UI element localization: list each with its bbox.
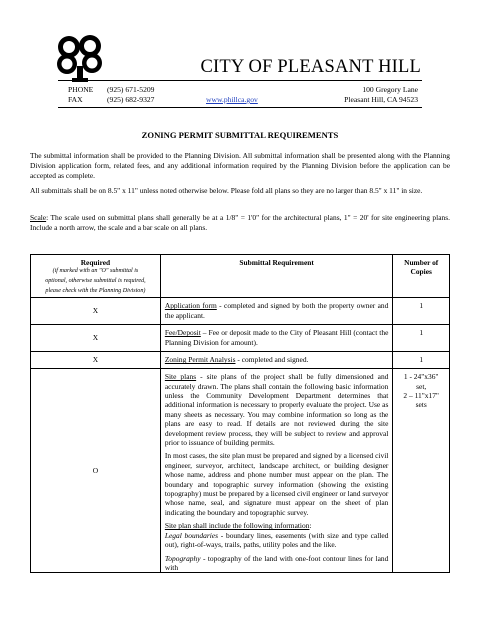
copies-line: 2 – 11"x17" <box>403 391 439 400</box>
site-plan-include-heading <box>165 521 389 530</box>
phone-number: (925) 671-5209 <box>107 85 155 94</box>
legal-boundaries-item <box>165 531 389 550</box>
row-copies: 1 <box>393 298 450 325</box>
row-copies: 1 <box>393 325 450 352</box>
header-rule-bottom <box>58 107 422 108</box>
header-required <box>31 255 161 298</box>
row-requirement <box>160 298 393 325</box>
site-plans-paragraph <box>165 372 389 447</box>
row-requirement <box>160 352 393 369</box>
phone-label: PHONE <box>68 85 94 94</box>
legal-boundaries-text: - boundary lines, easements (with size and type called out), right-of-ways, trails, paths, utility poles and the like. <box>164 530 389 550</box>
requirement-title: Fee/Deposit <box>164 328 201 338</box>
include-heading-text: Site plan shall include the following information <box>164 521 310 531</box>
requirement-text: - completed and signed. <box>235 355 309 365</box>
copies-line: 1 - 24"x36" <box>403 372 439 382</box>
row-required-mark: X <box>31 352 161 369</box>
scale-text: : The scale used on submittal plans shall generally be at a 1/8" = 1'0" for the architectural plans, 1" = 20' for site engineering plans. Include a north arrow, the scale and a bar scale on all plans. <box>30 213 450 232</box>
header-rule-top <box>58 80 422 81</box>
address-line-1: 100 Gregory Lane <box>362 85 418 94</box>
requirement-text: - site plans of the project shall be fully dimensioned and accurately drawn. The plans shall contain the following basic information unless the Community Development Department determines that additional information is necessary to properly evaluate the project. Use as many sheets as necessary. You may combine information so long as the plans are easy to read. If details are not reviewed during the site development review process, they will be subject to review and approval prior to issuance of building permits. <box>164 372 389 448</box>
requirement-text: – Fee or deposit made to the City of Pleasant Hill (contact the Planning Division for amount). <box>164 328 389 347</box>
header-requirement: Submittal Requirement <box>160 255 393 298</box>
fax-number: (925) 682-9327 <box>107 95 155 104</box>
table-header-row <box>31 255 450 298</box>
address-line-2: Pleasant Hill, CA 94523 <box>344 95 418 104</box>
row-copies: 1 <box>393 352 450 369</box>
row-required-mark: O <box>31 369 161 573</box>
sizes-paragraph: All submittals shall be on 8.5" x 11" unless noted otherwise below. Please fold all plans so they are no larger than 8.5" x 11" in size. <box>30 186 423 195</box>
table-row <box>31 298 450 325</box>
legal-boundaries-label: Legal boundaries <box>164 530 219 540</box>
requirements-table <box>30 254 450 573</box>
intro-paragraph: The submittal information shall be provided to the Planning Division. All submittal information shall be presented along with the Planning Division application form, related fees, and any additional information required by the Planning Division before the application can be accepted as complete. <box>30 151 450 180</box>
table-row <box>31 352 450 369</box>
header-copies: Number of Copies <box>393 255 450 298</box>
scale-label: Scale <box>30 213 47 222</box>
fax-label: FAX <box>68 95 83 104</box>
table-row <box>31 369 450 573</box>
include-heading-colon: : <box>309 521 312 531</box>
topography-text: - topography of the land with one-foot contour lines for land with <box>164 553 389 572</box>
site-plans-paragraph-2: In most cases, the site plan must be prepared and signed by a licensed civil engineer, surveyor, architect, landscape architect, or building designer whose name, address and phone number must appear on the plan. The boundary and topographic survey information (showing the existing topography) must be prepared by a licensed civil engineer or land surveyor whose name, seal, and signature must appear on the sheet of plan indicating the boundary and topographic survey. <box>164 451 389 517</box>
topography-item <box>165 554 389 573</box>
requirement-title: Application form <box>164 301 217 311</box>
table-row <box>31 325 450 352</box>
row-requirement <box>160 325 393 352</box>
requirement-title: Zoning Permit Analysis <box>164 355 236 365</box>
city-name: CITY OF PLEASANT HILL <box>200 57 421 77</box>
topography-label: Topography <box>164 553 201 563</box>
row-required-mark: X <box>31 298 161 325</box>
row-requirement <box>160 369 393 573</box>
header-required-label: Required <box>80 258 111 267</box>
requirement-text: - completed and signed by both the property owner and the applicant. <box>164 301 389 320</box>
page-title: ZONING PERMIT SUBMITTAL REQUIREMENTS <box>141 130 339 140</box>
requirement-title: Site plans <box>164 372 197 382</box>
scale-paragraph <box>30 213 450 233</box>
header-required-note: (if marked with an "O" submittal is optional, otherwise submittal is required, please check with the Planning Division) <box>45 268 146 294</box>
copies-line: set, <box>416 381 427 391</box>
city-logo <box>52 30 108 84</box>
row-copies <box>393 369 450 573</box>
website-link[interactable]: www.phillca.gov <box>206 95 258 104</box>
copies-line: sets <box>415 400 427 410</box>
row-required-mark: X <box>31 325 161 352</box>
